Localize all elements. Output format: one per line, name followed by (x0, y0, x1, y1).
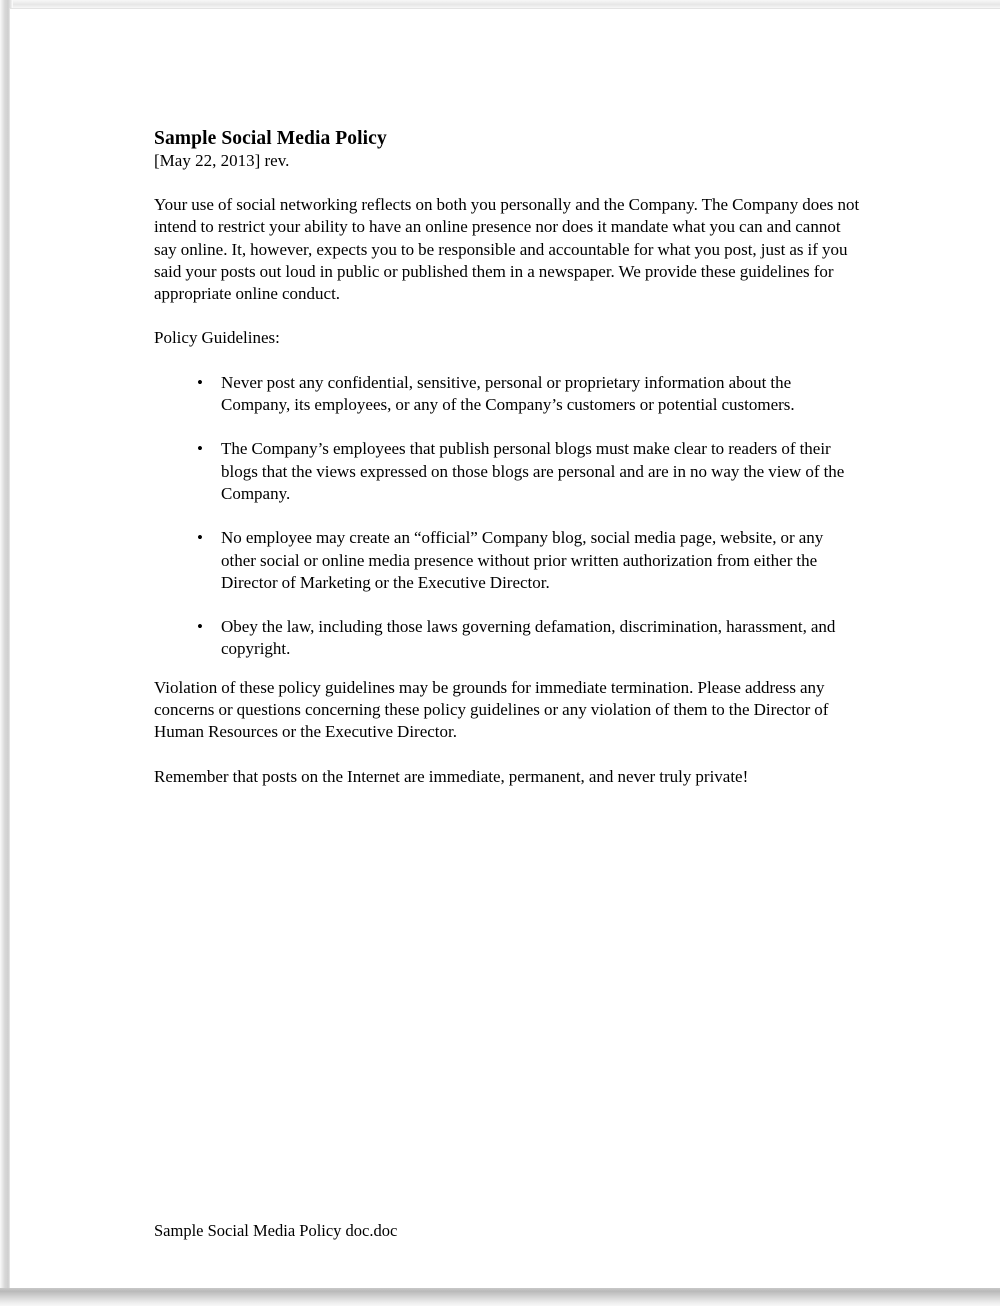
closing-paragraph: Remember that posts on the Internet are immediate, permanent, and never truly private! (154, 766, 749, 786)
document-footer: Sample Social Media Policy doc.doc (154, 1221, 398, 1240)
list-item-text: Never post any confidential, sensitive, personal or proprietary information about the Company, its employees, or any of the Company’s customers or potential customers. (221, 372, 795, 415)
document-content (154, 127, 860, 810)
guidelines-list (154, 372, 860, 661)
document-page (9, 8, 1000, 1290)
list-item (154, 372, 860, 417)
intro-paragraph: Your use of social networking reflects on both you personally and the Company. The Company does not intend to restrict your ability to have an online presence nor does it mandate what you can and cannot say online. It, however, expects you to be responsible and accountable for what you post, just as if you said your posts out loud in public or published them in a newspaper. We provide these guidelines for appropriate online conduct. (154, 195, 860, 304)
bullet-icon: • (197, 617, 203, 637)
bullet-icon: • (197, 528, 203, 548)
list-item (154, 527, 860, 594)
violation-paragraph: Violation of these policy guidelines may be grounds for immediate termination. Please address any concerns or questions concerning these policy guidelines or any violation of them to the Director of Human Resources or the Executive Director. (154, 677, 829, 742)
bullet-icon: • (197, 439, 203, 459)
guidelines-heading: Policy Guidelines: (154, 328, 280, 348)
list-item-text: No employee may create an “official” Company blog, social media page, website, or any other social or online media presence without prior written authorization from either the Director of Marketing or the Executive Director. (221, 528, 824, 592)
bullet-icon: • (197, 372, 203, 392)
revision-date: [May 22, 2013] rev. (154, 151, 290, 170)
page-shadow-bottom (0, 1288, 1000, 1306)
list-item-text: Obey the law, including those laws governing defamation, discrimination, harassment, and copyright. (221, 617, 836, 659)
list-item-text: The Company’s employees that publish personal blogs must make clear to readers of their blogs that the views expressed on those blogs are personal and are in no way the view of the Company. (221, 439, 845, 503)
list-item (154, 616, 860, 661)
page-title: Sample Social Media Policy (154, 128, 387, 149)
list-item (154, 438, 860, 505)
